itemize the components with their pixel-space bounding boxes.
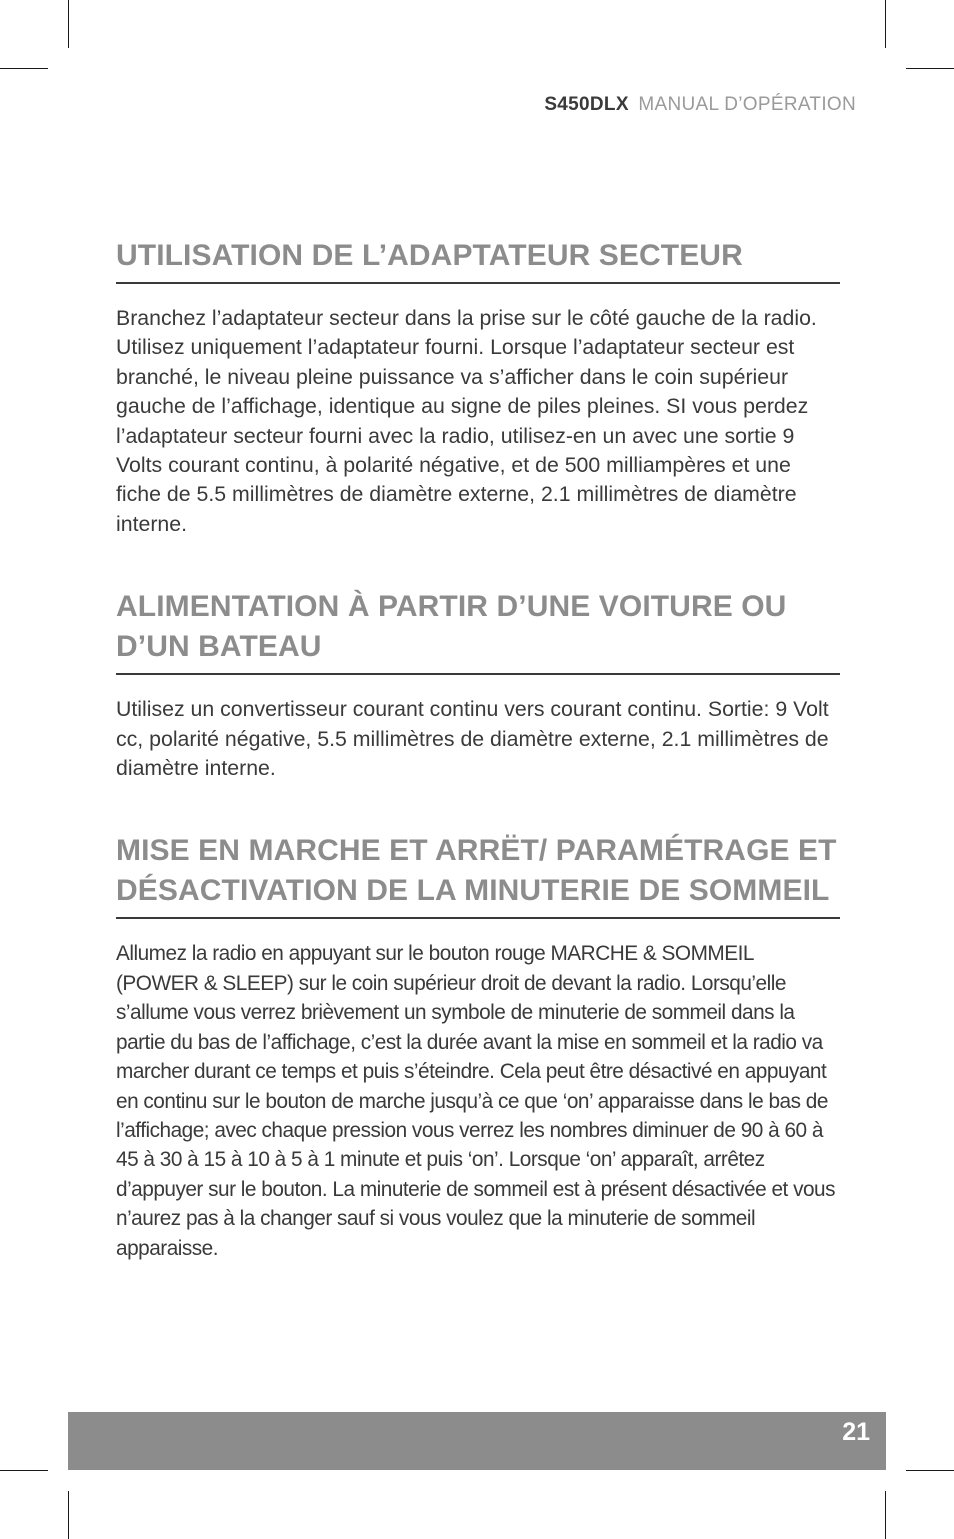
manual-title: MANUAL D’OPÉRATION <box>638 94 856 115</box>
crop-mark-bottom-right-horizontal <box>906 1470 954 1471</box>
section-ac-adapter <box>116 236 840 539</box>
crop-mark-top-left-vertical <box>68 0 69 48</box>
crop-mark-top-left-horizontal <box>0 68 48 69</box>
section-power-sleep-timer <box>116 831 840 1262</box>
section-paragraph: Branchez l’adaptateur secteur dans la prise sur le côté gauche de la radio. Utilisez uniquement l’adaptateur fourni. Lorsque l’adaptateur secteur est branché, le niveau pleine puissance va s’afficher dans le coin supérieur gauche de l’affichage, identique au signe de piles pleines. SI vous perdez l’adaptateur secteur fourni avec la radio, utilisez-en un avec une sortie 9 Volts courant continu, à polarité négative, et de 500 milliampères et une fiche de 5.5 millimètres de diamètre externe, 2.1 millimètres de diamètre interne. <box>116 306 817 536</box>
crop-mark-bottom-left-horizontal <box>0 1470 48 1471</box>
running-header <box>544 94 856 116</box>
model-name: S450DLX <box>544 94 629 115</box>
page-content <box>116 236 840 1311</box>
crop-mark-top-right-vertical <box>885 0 886 48</box>
section-heading: MISE EN MARCHE ET ARRËT/ PARAMÉTRAGE ET DÉSACTIVATION DE LA MINUTERIE DE SOMMEIL <box>116 831 840 919</box>
section-heading: UTILISATION DE L’ADAPTATEUR SECTEUR <box>116 236 840 284</box>
page-number: 21 <box>842 1418 870 1446</box>
section-paragraph: Allumez la radio en appuyant sur le bouton rouge MARCHE & SOMMEIL (POWER & SLEEP) sur le coin supérieur droit de devant la radio. Lorsqu’elle s’allume vous verrez brièvement un symbole de minuterie de sommeil dans la partie du bas de l’affichage, c’est la durée avant la mise en sommeil et la radio va marcher durant ce temps et puis s’éteindre. Cela peut être désactivé en appuyant en continu sur le bouton de marche jusqu’à ce que ‘on’ apparaisse dans le bas de l’affichage; avec chaque pression vous verrez les nombres diminuer de 90 à 60 à 45 à 30 à 15 à 10 à 5 à 1 minute et puis ‘on’. Lorsque ‘on’ apparaît, arrêtez d’appuyer sur le bouton. La minuterie de sommeil est à présent désactivée et vous n’aurez pas à la changer sauf si vous voulez que la minuterie de sommeil apparaisse. <box>116 942 836 1260</box>
section-paragraph: Utilisez un convertisseur courant continu vers courant continu. Sortie: 9 Volt cc, polarité négative, 5.5 millimètres de diamètre externe, 2.1 millimètres de diamètre interne. <box>116 697 829 781</box>
section-heading: ALIMENTATION À PARTIR D’UNE VOITURE OU D’UN BATEAU <box>116 587 840 675</box>
crop-mark-top-right-horizontal <box>906 68 954 69</box>
footer-bar <box>68 1412 886 1470</box>
section-car-boat-power <box>116 587 840 783</box>
crop-mark-bottom-right-vertical <box>885 1491 886 1539</box>
crop-mark-bottom-left-vertical <box>68 1491 69 1539</box>
